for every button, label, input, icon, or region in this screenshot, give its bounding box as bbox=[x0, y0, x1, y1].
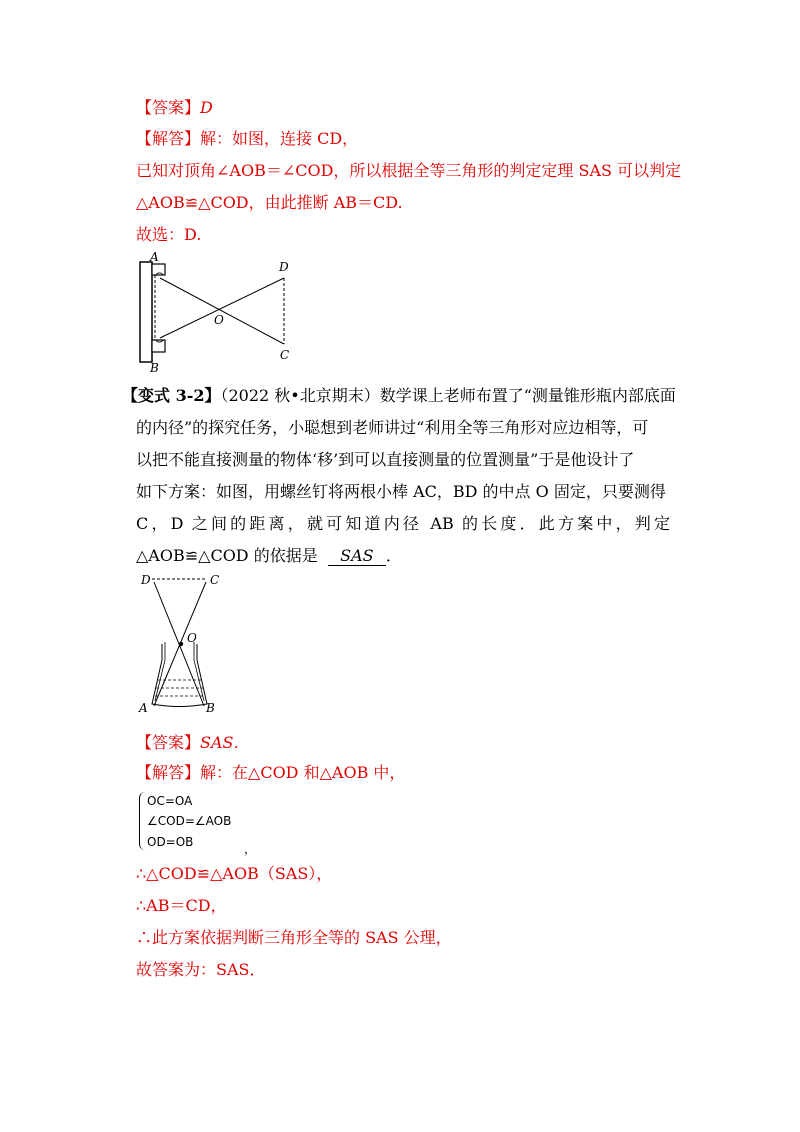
solution-2-step-1: ∴△COD≌△AOB（SAS）， bbox=[136, 864, 333, 883]
solution-1-line-3: △AOB≌△COD，由此推断 AB＝CD. bbox=[136, 193, 403, 212]
label-o: O bbox=[187, 631, 197, 645]
answer-label: 【答案】 bbox=[136, 733, 201, 752]
wall-bar bbox=[140, 262, 152, 362]
label-d: D bbox=[279, 260, 289, 274]
label-o: O bbox=[214, 313, 224, 327]
blank-answer: SAS bbox=[328, 547, 386, 566]
answer-label: 【答案】 bbox=[136, 98, 201, 117]
solution-label: 【解答】 bbox=[136, 763, 201, 782]
answer-2 bbox=[136, 733, 250, 753]
label-b: B bbox=[150, 361, 159, 374]
figure-1-diagram bbox=[130, 252, 310, 374]
answer-value: D bbox=[200, 98, 213, 117]
pivot-o bbox=[179, 642, 183, 646]
solution-1-line-4: 故选：D. bbox=[136, 225, 202, 244]
flask-inner-right bbox=[194, 642, 204, 701]
line-bd bbox=[160, 278, 284, 338]
line-ac bbox=[160, 278, 284, 344]
label-d: D bbox=[141, 573, 151, 587]
solution-label: 【解答】 bbox=[136, 129, 201, 148]
solution-2-intro: 【解答】解：在△COD 和△AOB 中， bbox=[136, 763, 406, 782]
label-b: B bbox=[206, 701, 215, 715]
problem-line-6: △AOB≌△COD 的依据是 SAS ． bbox=[136, 546, 402, 565]
figure-2-diagram bbox=[132, 568, 242, 718]
problem-tag: 【变式 3-2】 bbox=[122, 386, 221, 405]
label-a: A bbox=[150, 252, 159, 264]
solution-2-step-4: 故答案为：SAS． bbox=[136, 960, 266, 979]
system-line-3: OD=OB bbox=[147, 835, 194, 849]
solution-1-line-2: 已知对顶角∠AOB＝∠COD，所以根据全等三角形的判定定理 SAS 可以判定 bbox=[136, 161, 682, 180]
problem-line-2: 的内径”的探究任务，小聪想到老师讲过“利用全等三角形对应边相等，可 bbox=[136, 418, 649, 437]
solution-2-step-2: ∴AB＝CD， bbox=[136, 896, 227, 915]
problem-line-5: C，D 之间的距离，就可知道内径 AB 的长度．此方案中，判定 bbox=[136, 514, 670, 533]
system-brace bbox=[139, 792, 146, 850]
label-c: C bbox=[210, 573, 220, 587]
flask-outline bbox=[152, 644, 207, 707]
solution-2-step-3: ∴此方案依据判断三角形全等的 SAS 公理， bbox=[136, 928, 452, 947]
problem-line-4: 如下方案：如图，用螺丝钉将两根小棒 AC，BD 的中点 O 固定，只要测得 bbox=[136, 482, 666, 501]
system-line-2: ∠COD=∠AOB bbox=[147, 814, 232, 828]
answer-1 bbox=[136, 98, 213, 118]
system-line-1: OC=OA bbox=[147, 794, 193, 808]
label-c: C bbox=[280, 348, 290, 362]
system-comma: ， bbox=[244, 842, 257, 856]
solution-1-line-1: 【解答】解：如图，连接 CD， bbox=[136, 129, 359, 148]
answer-value: SAS． bbox=[200, 733, 250, 752]
problem-line-3: 以把不能直接测量的物体‘移’到可以直接测量的位置测量”于是他设计了 bbox=[136, 450, 635, 469]
problem-line-1: 【变式 3-2】（2022 秋•北京期末）数学课上老师布置了“测量锥形瓶内部底面 bbox=[122, 386, 676, 405]
label-a: A bbox=[139, 701, 148, 715]
